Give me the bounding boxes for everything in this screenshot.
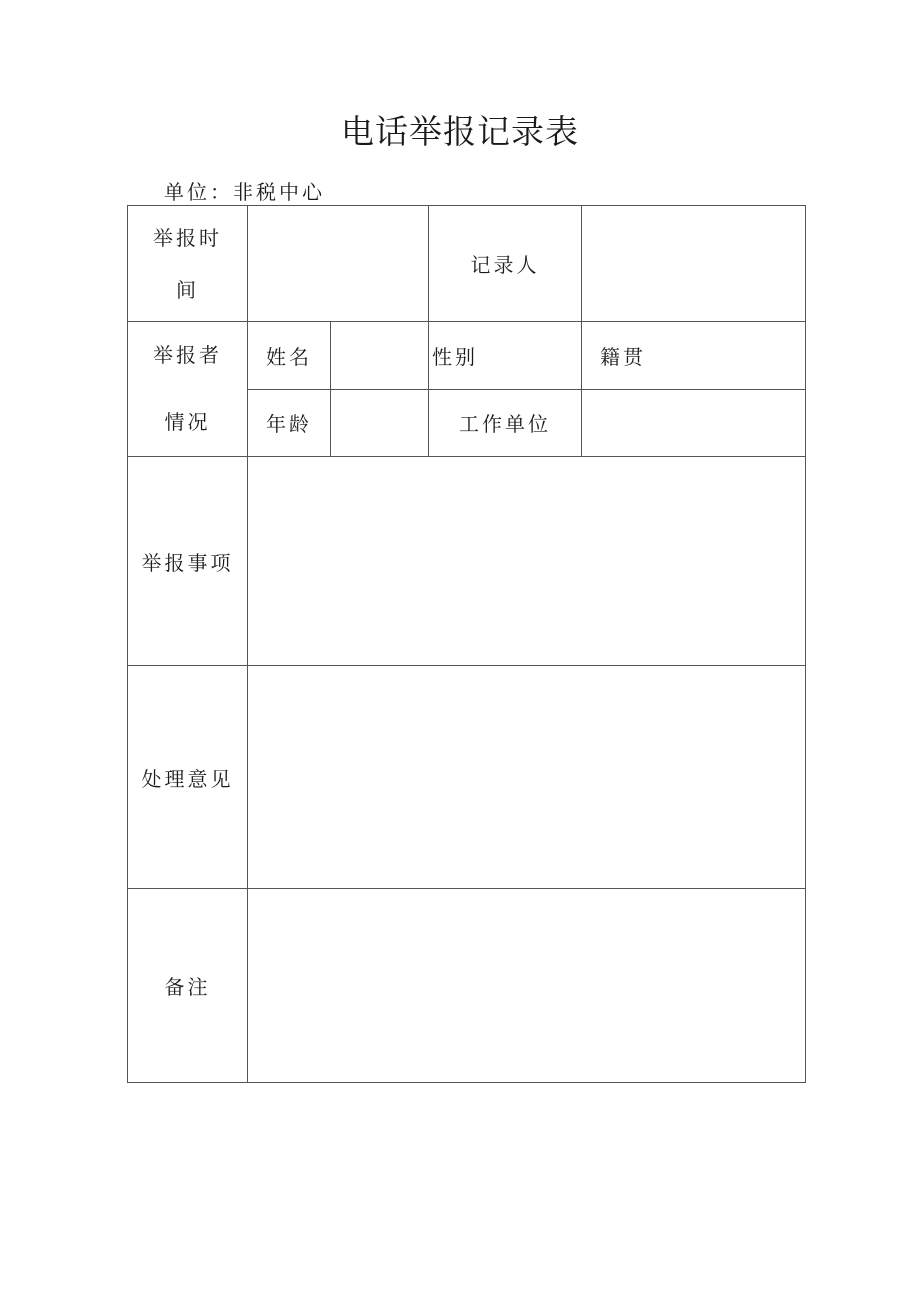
name-field[interactable] xyxy=(331,322,429,390)
document-title: 电话举报记录表 xyxy=(341,112,579,151)
table-row xyxy=(128,206,806,322)
handling-opinion-label: 处理意见 xyxy=(128,666,248,889)
gender-label: 性别 xyxy=(429,322,582,390)
reporter-info-label-cell xyxy=(128,322,248,457)
native-place-label: 籍贯 xyxy=(582,322,806,390)
workplace-field[interactable] xyxy=(582,389,806,457)
remarks-field[interactable] xyxy=(248,889,806,1083)
report-time-label-line1: 举报时 xyxy=(153,225,222,250)
reporter-info-label-line1: 举报者 xyxy=(153,343,222,367)
table-row xyxy=(128,322,806,390)
recorder-field[interactable] xyxy=(582,206,806,322)
recorder-label: 记录人 xyxy=(429,206,582,322)
report-time-label-line2: 间 xyxy=(176,277,199,302)
report-matter-field[interactable] xyxy=(248,457,806,666)
handling-opinion-field[interactable] xyxy=(248,666,806,889)
remarks-label: 备注 xyxy=(128,889,248,1083)
age-label: 年龄 xyxy=(248,389,331,457)
age-field[interactable] xyxy=(331,389,429,457)
workplace-label: 工作单位 xyxy=(429,389,582,457)
report-record-table xyxy=(127,205,806,1083)
report-time-field[interactable] xyxy=(248,206,429,322)
unit-label: 单位：非税中心 xyxy=(164,180,325,204)
table-row xyxy=(128,666,806,889)
reporter-info-label-line2: 情况 xyxy=(164,410,211,434)
table-row xyxy=(128,457,806,666)
report-time-label-cell xyxy=(128,206,248,322)
report-matter-label: 举报事项 xyxy=(128,457,248,666)
table-row xyxy=(128,889,806,1083)
name-label: 姓名 xyxy=(248,322,331,390)
